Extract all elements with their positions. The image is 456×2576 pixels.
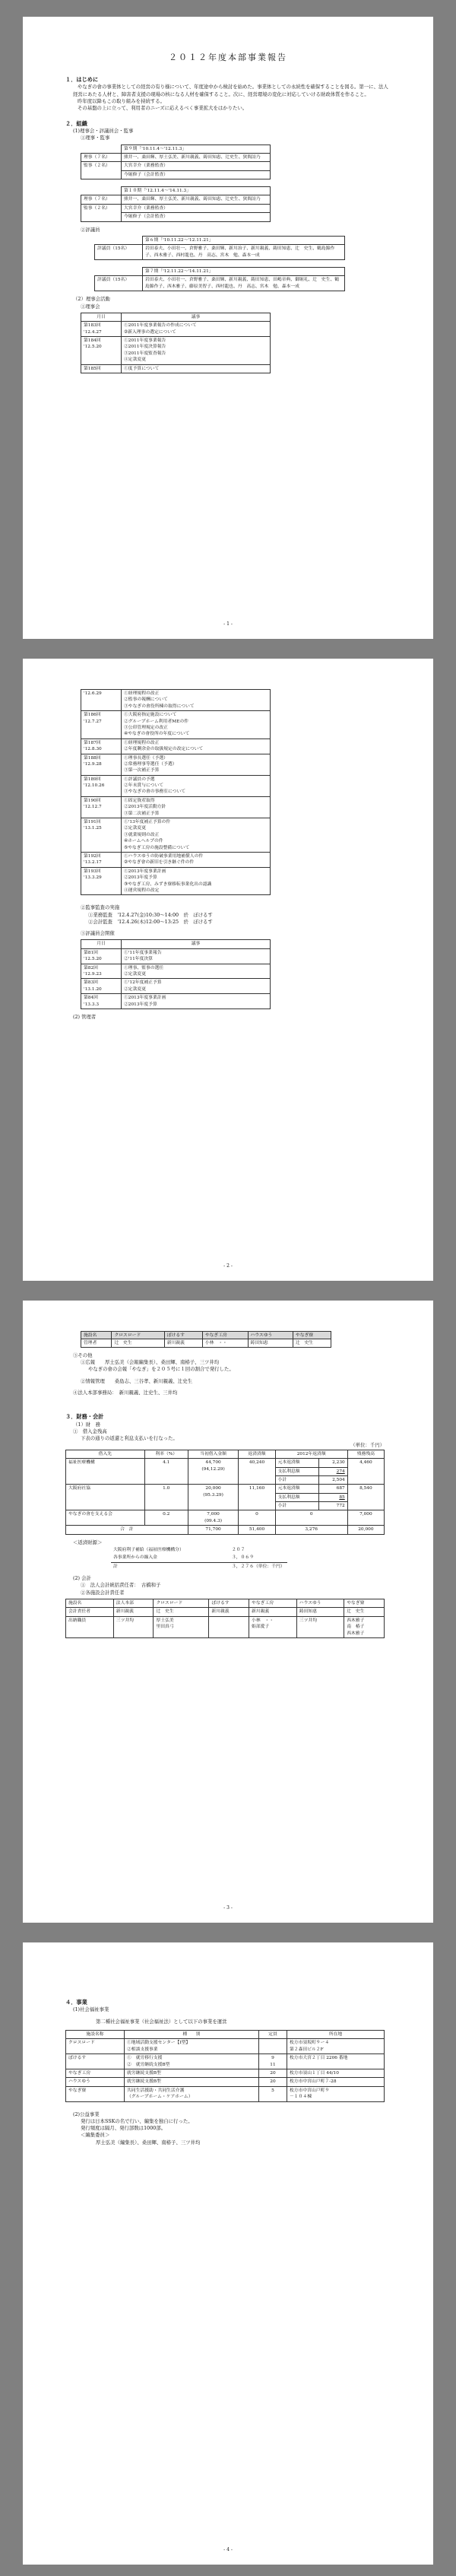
term10-auditor-2: 今堀修子（会計監査）	[122, 213, 271, 221]
council-col-date: 月日	[81, 940, 122, 948]
mgr-head-1: クロスロード	[112, 1332, 164, 1339]
table-row: やなぎの會を支える会 0.2 7,000 (09.4.3) 0 0 7,000	[66, 1510, 385, 1526]
src3-label: 計	[113, 1564, 118, 1569]
board-activity-heading: （2）理事会活動	[73, 296, 110, 303]
term9-auditor-1: 大宮幸介（業務監査）	[122, 162, 271, 170]
audit-business: ①業務監査 '12.4.27(金)10:30～14:00 於 ぽけるす	[88, 911, 213, 918]
loans-unit: （単位：千円）	[350, 1442, 385, 1449]
loans-table: 借入先 利率（%） 当初借入金額 返済済額 2012年返済額 残務残高 福祉医療機構 4.1 44,700 (94,12.29) 40,240 元本返済額 2,230 4,460 支払利息額 274 小計 2,504 大阪府社協 1.0 20,000 (95.3.29) 11,160 元本返済額 687 8,540 支払利息額 85 小計 772 やなぎの會を支える会 0.2 7,000 (09.4.3) 0 0 7,000 合 計 71,700 51,400 3,276 20,000	[65, 1450, 385, 1535]
table-row: '12.6.29 ①経理規程の改正 ②監事の報酬について ③やなぎの會役所棟の取得について	[81, 690, 271, 711]
src2-label: 各事業所からの繰入金	[111, 1554, 230, 1562]
table-row: クロスロード ①地域活動支援センター【Ⅰ型】 ②相談支援事業 枚方市須坂町９ー４ 第２森田ビル２F	[66, 2039, 385, 2054]
loan-col-repaid: 返済済額	[239, 1450, 275, 1458]
social-welfare-heading: (1)社会福祉事業	[73, 2006, 109, 2013]
term7-header: 第７期「'12.11.22～'14.11.21」	[143, 268, 345, 276]
mgr-cell-3: 小林 ・・	[202, 1339, 248, 1347]
table-row: 第187回 '12.8.30 ①経理規程の改正 ②年度剰余金の取扱規定の改定について	[81, 738, 271, 754]
term10-header: 第１０期「'12.11.4～'14.11.3」	[122, 187, 271, 195]
table-row: ハウスゆう 就労継続支援B型 20 枚方市中宮山戸町７-28	[66, 2078, 385, 2086]
table-row: やなぎ工房 就労継続支援B型 20 枚方市須山１丁目 44/10	[66, 2069, 385, 2077]
table-row: 第81回 '12.5.20 ①'11年度事業報告 ②'11年度決算	[81, 948, 271, 964]
repay-sources-heading: ＜返済財源＞	[73, 1539, 103, 1545]
audit-accounting: ②会計監査 '12.4.26(木)12:00～13:25 於 ぽけるす	[88, 918, 213, 925]
page-4	[23, 1942, 433, 2565]
directors-table-term10	[81, 186, 271, 222]
section-organization-heading: ２．組織	[65, 119, 87, 127]
other-subheading: ③その他	[73, 1352, 93, 1358]
finance-subheading: （1）財 務	[73, 1421, 101, 1428]
accounting-facility: ②各施設会計責任者	[81, 1589, 125, 1596]
mgr-cell-5: 辻 史生	[293, 1339, 331, 1347]
repay-sources	[111, 1546, 287, 1571]
other-info-mgmt: ②情報管理 桑島志、三谷孝、新川親義、辻史生	[81, 1377, 192, 1384]
editors-heading: ＜編集委員＞	[81, 2132, 110, 2139]
loans-desc: 下表の通りの返還と利息支払いを行なった。	[81, 1435, 178, 1442]
src1-label: 大阪府利子補給（福祉医療機構分）	[113, 1547, 184, 1552]
other-pr-detail: やなぎの會の会報「やなぎ」を２０５号に１回の割合で発行した。	[88, 1366, 234, 1373]
table-row: 第193回 '13.3.29 ①2013年度事業計画 ②2013年度予算 ③やなぎ工房、みずき寮移転事業化出の認識 ④運営規程の改定	[81, 867, 271, 895]
table-row: 第186回 '12.7.27 ①大阪府指定施設について ②グループホーム利用者MEの件 ③公印管理規定の改正 ④やなぎの會役所の年度について	[81, 711, 271, 739]
intro-paragraph-1: やなぎの會の事業体としての経営の有り様について、年度途中から検討を始めた。事業体としての永続性を確保することを図る。第一に、法人経営にあたる人材と、障害者支援の現場の核になる人材を確保すること。次に、経営環境の変化に対応していける財政体質を作ること。	[73, 84, 388, 97]
social-welfare-desc: 第二種社会福祉事業（社会福祉法）として以下の事業を運営	[96, 2018, 227, 2025]
mgr-cell-2: 新川親義	[164, 1339, 202, 1347]
council-meetings-table	[81, 939, 271, 1009]
mgr-head-0: 施設名	[81, 1332, 112, 1339]
other-office: ④法人本部事務局： 新川親義、辻史生、三井均	[73, 1389, 178, 1396]
table-row: 出納職員 三ツ井均 厚土弘美 里田真弓 小林 ・・ 姫部愛子 三ツ井均 西木雅子 南 椿子 西木雅子	[66, 1616, 385, 1637]
board-meetings-table-cont	[81, 689, 271, 895]
page-number: - 3 -	[223, 1905, 233, 1911]
mgr-cell-4: 鋳田知恵	[248, 1339, 293, 1347]
loans-subheading: ① 借入金残高	[73, 1428, 107, 1434]
section-finance-heading: ３．財務・会計	[65, 1413, 104, 1421]
table-row: 第82回 '12.9.23 ①理事、監事の選任 ②定款変更	[81, 964, 271, 979]
term9-directors: 熊井一、桑田輝、厚土弘美、新川親義、鋳田知恵、辻史生、狭間詩乃	[122, 153, 271, 161]
table-row: 第184回 '12.5.20 ①2011年度事業報告 ②2011年度決算報告 ③2011年度監査報告 ④定款変更	[81, 336, 271, 364]
council-col-agenda: 議事	[122, 940, 271, 948]
loan-col-initial: 当初借入金額	[188, 1450, 239, 1458]
accounting-heading: (2) 会計	[73, 1575, 91, 1582]
table-row: ぽけるす ① 就労移行支援 ② 就労継続支援B型 9 11 枚方市大宮２丁目 2206 番地	[66, 2054, 385, 2069]
term10-auditor-1: 大宮幸介（業務監査）	[122, 204, 271, 212]
table-row: 第84回 '13.3.3 ①2013年度事業計画 ②2013年度予算	[81, 994, 271, 1009]
term9-header: 第９期「'10.11.4～'12.11.3」	[122, 145, 271, 153]
term9-directors-label: 理事（７名）	[81, 153, 122, 161]
term10-auditors-label: 監事（２名）	[81, 204, 122, 221]
fac-col-name: 施設名称	[66, 2031, 125, 2039]
section-intro-heading: １．はじめに	[65, 75, 99, 83]
loans-total-row: 合 計 71,700 51,400 3,276 20,000	[66, 1526, 385, 1534]
mgr-head-4: ハウスゆう	[248, 1332, 293, 1339]
councilors-subheading: ②評議員	[81, 226, 100, 233]
managers-heading: (2) 管理者	[73, 1013, 97, 1020]
editors-list: 厚土弘美（編集長）、桑田輝、南椿子、三ツ井均	[96, 2139, 201, 2146]
mgr-cell-0: 管理者	[81, 1339, 112, 1347]
mgr-cell-1: 辻 史生	[112, 1339, 164, 1347]
section-business-heading: ４．事業	[65, 1999, 87, 2006]
mgr-head-2: ぽけるす	[164, 1332, 202, 1339]
other-pr: ①広報 厚土弘美（会報編集長）、桑田輝、南椿子、三ツ井均	[81, 1359, 220, 1366]
table-row: 福祉医療機構 4.1 44,700 (94,12.29) 40,240 元本返済額 2,230 4,460	[66, 1459, 385, 1467]
fac-col-capacity: 定員	[259, 2031, 287, 2039]
page-1	[23, 17, 433, 639]
intro-paragraph-3: その基盤の上に立って、利用者のニーズに応えるべく事業拡大をはかりたい。	[78, 105, 248, 112]
board-col-date: 月日	[81, 313, 122, 321]
loan-col-balance: 残務残高	[347, 1450, 384, 1458]
src1-value: ２０７	[232, 1547, 245, 1552]
mgr-head-3: やなぎ工房	[202, 1332, 248, 1339]
table-row: 第188回 '12.9.28 ①理事長選任（予選） ②常務理事等選任（予選） ③第一次補正予算	[81, 754, 271, 775]
table-row: 会計責任者 新川親義 辻 史生 新川親義 新川親義 鋳田知恵 辻 史生	[66, 1608, 385, 1616]
council-meetings-subheading: ③評議員会開催	[81, 930, 115, 937]
table-row: 第190回 '12.12.7 ①固定資産取得 ②2013年度活動方針 ③第二次補正予算	[81, 796, 271, 818]
loan-col-lender: 借入先	[66, 1450, 145, 1458]
src3-value: ３，２７６（単位：千円）	[232, 1564, 285, 1569]
managers-table	[81, 1331, 331, 1348]
term9-auditor-2: 今堀修子（会計監査）	[122, 170, 271, 179]
term6-members: 岩田泰夫、小田壮一、倉野雅子、桑田輝、新川治子、新川親義、鋳田知恵、辻 史生、鶴島錦作子、西木雅子、西村龍也、丹 高志、宮木 勉、森本一成	[143, 245, 345, 260]
councilors-table-term6	[94, 236, 345, 260]
page-number: - 2 -	[223, 1263, 233, 1269]
page-number: - 1 -	[223, 621, 233, 627]
councilors-table-term7	[94, 267, 345, 291]
src2-value: ３，０６９	[230, 1554, 287, 1562]
table-row: 第185回 ①度予算について	[81, 364, 271, 373]
term9-auditors-label: 監事（２名）	[81, 162, 122, 179]
term6-label: 評議員（15名）	[95, 245, 143, 260]
page-number: - 4 -	[223, 2547, 233, 2553]
accounting-chief: ① 法人会計統括責任者： 古橋和子	[81, 1582, 161, 1589]
directors-table-term9	[81, 145, 271, 180]
table-row: 第189回 '12.10.26 ①評議員の予選 ②年末賞与について ③やなぎの會の事務室について	[81, 775, 271, 796]
term7-members: 岩田泰夫、小田壮一、倉野雅子、桑田輝、新川親義、鋳田知恵、田嶋章典、御堀礼、辻 史生、鶴島錦作子、西木雅子、藤原美智子、西村龍也、丹 高志、宮木 勉、森本一成	[143, 276, 345, 291]
public-interest-heading: (2)公益事業	[73, 2111, 100, 2117]
table-row: 第183回 '12.4.27 ①2011年度事業報告の作成について ②新入理事の選定について	[81, 322, 271, 337]
loan-col-rate: 利率（%）	[144, 1450, 188, 1458]
directors-subheading: ①理事・監事	[81, 135, 110, 141]
table-row: 第192回 '13.2.17 ①ハウスゆうの防破事業用地補償人の件 ②やなぎ會の新旧を引き継ぐ件の件	[81, 852, 271, 867]
public-interest-line-2: 発行頻度は隔月、発行部数は1000部。	[81, 2125, 166, 2132]
page-3	[23, 1301, 433, 1923]
intro-paragraph-2: 昨年度以降もこの取り組みを持続する。	[78, 97, 166, 104]
table-row: 第83回 '13.1.20 ①'12年度補正予算 ②定款変更	[81, 979, 271, 994]
fac-col-type: 種 別	[125, 2031, 259, 2039]
facilities-table	[65, 2030, 385, 2102]
public-interest-line-1: 発行は日本SSKの名で行い、編集を独自に行った。	[81, 2117, 193, 2124]
accounting-table: 施設名 法人本部 クロスロード ぽけるす やなぎ工房 ハウスゆう やなぎ寮 会計責任者 新川親義 辻 史生 新川親義 新川親義 鋳田知恵 辻 史生 出納職員 三ツ井均 厚土弘美 里田真弓 小林 ・・ 姫部愛子 三ツ井均 西木雅子 南 椿子 西木雅子	[65, 1599, 385, 1638]
term10-directors: 熊井一、桑田輝、厚土弘美、新川親義、鋳田知恵、辻史生、狭間詩乃	[122, 195, 271, 204]
board-meetings-table	[81, 313, 271, 373]
table-row: 大阪府社協 1.0 20,000 (95.3.29) 11,160 元本返済額 687 8,540	[66, 1485, 385, 1493]
table-row: やなぎ寮 共同生活援助・共同生活介護 （グループホーム・ケアホーム） 5 枚方市中宮山戸町９ －１０４棟	[66, 2086, 385, 2101]
audit-subheading: ②監事監査の実施	[81, 904, 120, 911]
board-meetings-subheading: ①理事会	[81, 303, 100, 310]
board-subheading: (1)理事会・評議員会・監事	[73, 127, 134, 134]
loan-col-2012: 2012年返済額	[275, 1450, 347, 1458]
term6-header: 第６期「'10.11.22～'12.11.21」	[143, 236, 345, 244]
board-col-agenda: 議事	[122, 313, 271, 321]
term10-directors-label: 理事（７名）	[81, 195, 122, 204]
page-2	[23, 659, 433, 1281]
term7-label: 評議員（15名）	[95, 276, 143, 291]
mgr-head-5: やなぎ寮	[293, 1332, 331, 1339]
report-title: ２０１２年度本部事業報告	[169, 52, 287, 62]
table-row: 第191回 '13.1.25 ①'13年度補正予算の件 ②定款変更 ③就業規則の改正 ④ホームヘルプの件 ⑤やなぎ工房の施設整備について	[81, 818, 271, 853]
fac-col-address: 所在地	[287, 2031, 385, 2039]
